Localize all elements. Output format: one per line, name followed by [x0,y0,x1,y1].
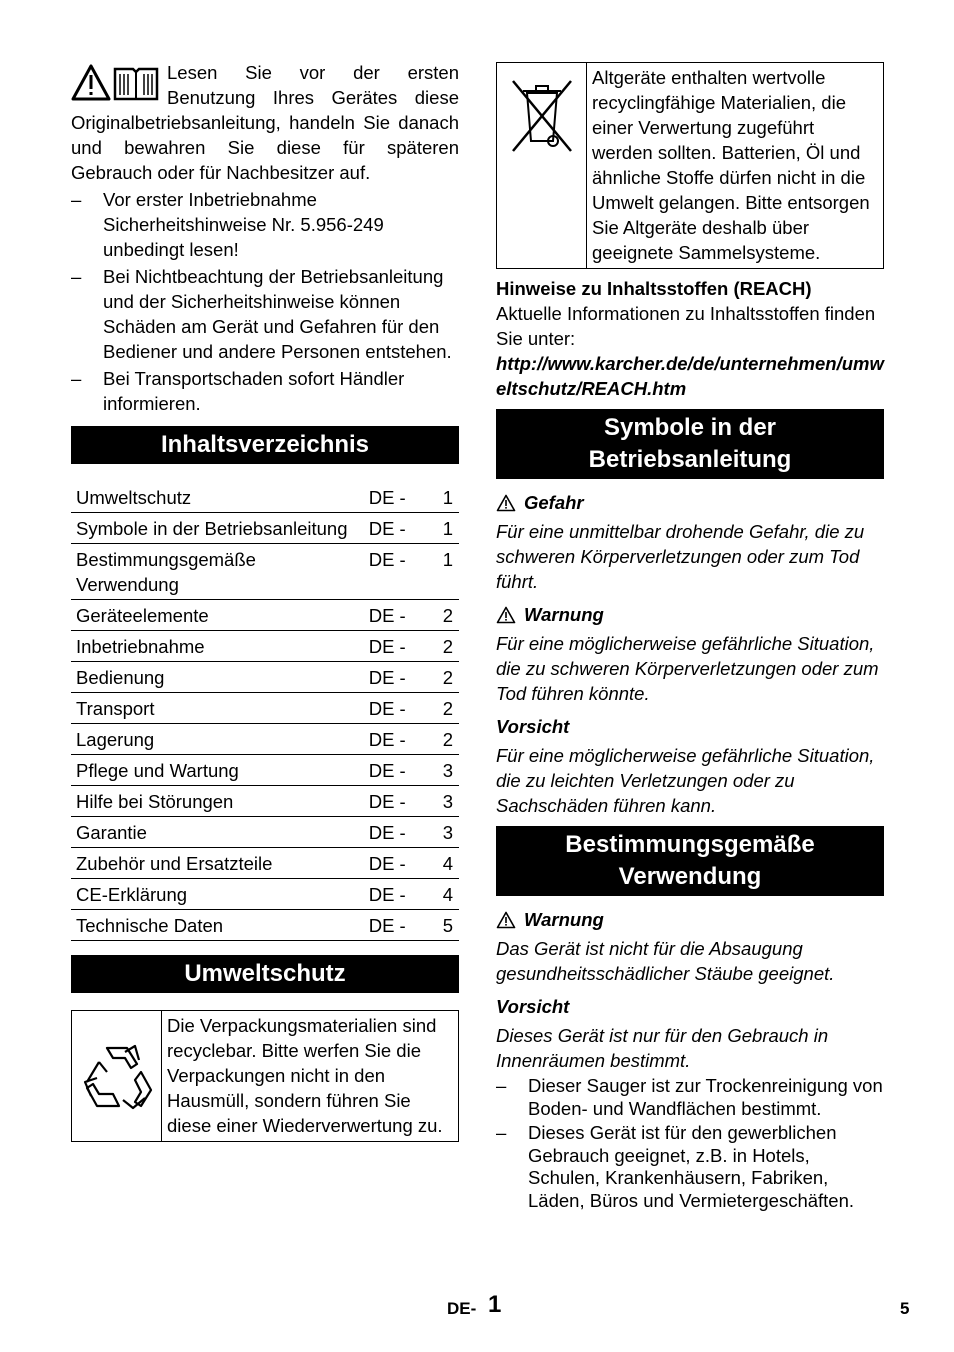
toc-row[interactable] [71,879,459,910]
toc-row[interactable] [71,631,459,662]
toc-row[interactable] [71,693,459,724]
crossed-bin-icon [509,75,575,155]
vorsicht-label: Vorsicht [496,716,570,737]
recycle-icon [79,1038,155,1114]
reach-text: Aktuelle Informationen zu Inhaltsstoffen finden Sie unter: [496,303,876,349]
weee-box [496,62,884,269]
intro-section [71,60,459,185]
toc-page: 3 [438,817,459,848]
toc-row[interactable] [71,513,459,544]
toc-heading: Inhaltsverzeichnis [71,426,459,464]
toc-title[interactable]: Lagerung [71,724,366,755]
toc-page: 1 [438,544,459,600]
toc-row[interactable] [71,786,459,817]
list-item: – Vor erster Inbetriebnahme Sicherheitshinweise Nr. 5.956-249 unbedingt lesen! [71,189,384,260]
toc-page: 2 [438,631,459,662]
warnung-label: Warnung [496,602,884,627]
intro-text: Lesen Sie vor der ersten Benutzung Ihres Gerätes diese Originalbetriebsanleitung, handeln Sie danach und bewahren Sie diese für späteren Gebrauch oder für Nachbesitzer auf. [71,62,459,183]
recycle-text: Die Verpackungsmaterialien sind recyclebar. Bitte werfen Sie die Verpackungen nicht in den Hausmüll, sondern führen Sie diese einer Wiederverwertung zu. [167,1015,443,1136]
verwendung-warnung-label: Warnung [496,907,884,932]
toc-prefix: DE - [366,662,438,693]
toc-title[interactable]: Hilfe bei Störungen [71,786,366,817]
toc-title[interactable]: Bestimmungsgemäße Verwendung [71,544,366,600]
umweltschutz-heading: Umweltschutz [71,955,459,993]
right-column [496,62,884,1212]
toc-title[interactable]: Transport [71,693,366,724]
footer-prefix: DE- [447,1299,477,1318]
toc-page: 2 [438,600,459,631]
toc-row[interactable] [71,662,459,693]
toc-prefix: DE - [366,879,438,910]
toc-table [71,482,459,941]
toc-prefix: DE - [366,848,438,879]
gefahr-text: Für eine unmittelbar drohende Gefahr, die zu schweren Körperverletzungen oder zum Tod führt. [496,521,865,592]
toc-row[interactable] [71,482,459,513]
list-item: – Bei Transportschaden sofort Händler informieren. [71,368,405,414]
toc-row[interactable] [71,910,459,941]
toc-row[interactable] [71,755,459,786]
toc-title[interactable]: Pflege und Wartung [71,755,366,786]
recycle-icon-cell [72,1011,162,1141]
toc-title[interactable]: Technische Daten [71,910,366,941]
left-column [71,60,459,1142]
toc-page: 3 [438,786,459,817]
toc-row[interactable] [71,544,459,600]
toc-title[interactable]: Geräteelemente [71,600,366,631]
toc-row[interactable] [71,848,459,879]
reach-title: Hinweise zu Inhaltsstoffen (REACH) [496,278,812,299]
footer-section-page: 1 [488,1291,502,1318]
page-number: 5 [900,1299,910,1318]
intro-bullets [71,187,459,416]
list-item: – Dieser Sauger ist zur Trockenreinigung von Boden- und Wandflächen bestimmt. [496,1075,883,1119]
verwendung-bullets [496,1075,884,1212]
toc-title[interactable]: Garantie [71,817,366,848]
verwendung-warnung-text: Das Gerät ist nicht für die Absaugung gesundheitsschädlicher Stäube geeignet. [496,938,835,984]
toc-page: 2 [438,724,459,755]
toc-page: 5 [438,910,459,941]
toc-title[interactable]: Zubehör und Ersatzteile [71,848,366,879]
toc-page: 4 [438,848,459,879]
toc-page: 3 [438,755,459,786]
list-item: – Bei Nichtbeachtung der Betriebsanleitung und der Sicherheitshinweise können Schäden am Gerät und Gefahren für den Bediener und andere Personen entstehen. [71,266,452,362]
warning-manual-icon [71,63,159,103]
toc-prefix: DE - [366,786,438,817]
toc-prefix: DE - [366,910,438,941]
toc-prefix: DE - [366,482,438,513]
toc-row[interactable] [71,600,459,631]
verwendung-vorsicht-label: Vorsicht [496,996,570,1017]
toc-prefix: DE - [366,513,438,544]
verwendung-heading: Bestimmungsgemäße Verwendung [496,826,884,896]
reach-url[interactable] [496,351,884,401]
toc-prefix: DE - [366,693,438,724]
vorsicht-text: Für eine möglicherweise gefährliche Situation, die zu leichten Verletzungen oder zu Sachschäden führen kann. [496,745,875,816]
toc-row[interactable] [71,817,459,848]
toc-prefix: DE - [366,724,438,755]
warnung-text: Für eine möglicherweise gefährliche Situation, die zu schweren Körperverletzungen oder zum Tod führen könnte. [496,633,879,704]
toc-prefix: DE - [366,817,438,848]
warning-icon [496,911,516,929]
toc-page: 1 [438,482,459,513]
recycle-box [71,1010,459,1142]
toc-page: 2 [438,693,459,724]
reach-link[interactable]: http://www.karcher.de/de/unternehmen/umweltschutz/REACH.htm [496,353,884,399]
toc-title[interactable]: Inbetriebnahme [71,631,366,662]
toc-row[interactable] [71,724,459,755]
list-item: – Dieses Gerät ist für den gewerblichen Gebrauch geeignet, z.B. in Hotels, Schulen, Krankenhäusern, Fabriken, Läden, Büros und Vermietergeschäften. [496,1122,855,1211]
gefahr-label: Gefahr [496,490,884,515]
toc-page: 1 [438,513,459,544]
warning-icon [496,494,516,512]
intro-icons [71,63,163,107]
warning-icon [496,606,516,624]
weee-text: Altgeräte enthalten wertvolle recyclingfähige Materialien, die einer Verwertung zugeführt werden sollten. Batterien, Öl und ähnliche Stoffe dürfen nicht in die Umwelt gelangen. Bitte entsorgen Sie Altgeräte deshalb über geeignete Sammelsysteme. [592,67,870,263]
toc-prefix: DE - [366,755,438,786]
toc-prefix: DE - [366,631,438,662]
toc-page: 2 [438,662,459,693]
toc-prefix: DE - [366,544,438,600]
toc-prefix: DE - [366,600,438,631]
weee-icon-cell [497,63,587,268]
symbole-heading: Symbole in der Betriebsanleitung [496,409,884,479]
toc-title[interactable]: Bedienung [71,662,366,693]
verwendung-vorsicht-text: Dieses Gerät ist nur für den Gebrauch in Innenräumen bestimmt. [496,1025,829,1071]
toc-title[interactable]: Umweltschutz [71,482,366,513]
toc-title[interactable]: CE-Erklärung [71,879,366,910]
toc-title[interactable]: Symbole in der Betriebsanleitung [71,513,366,544]
toc-page: 4 [438,879,459,910]
